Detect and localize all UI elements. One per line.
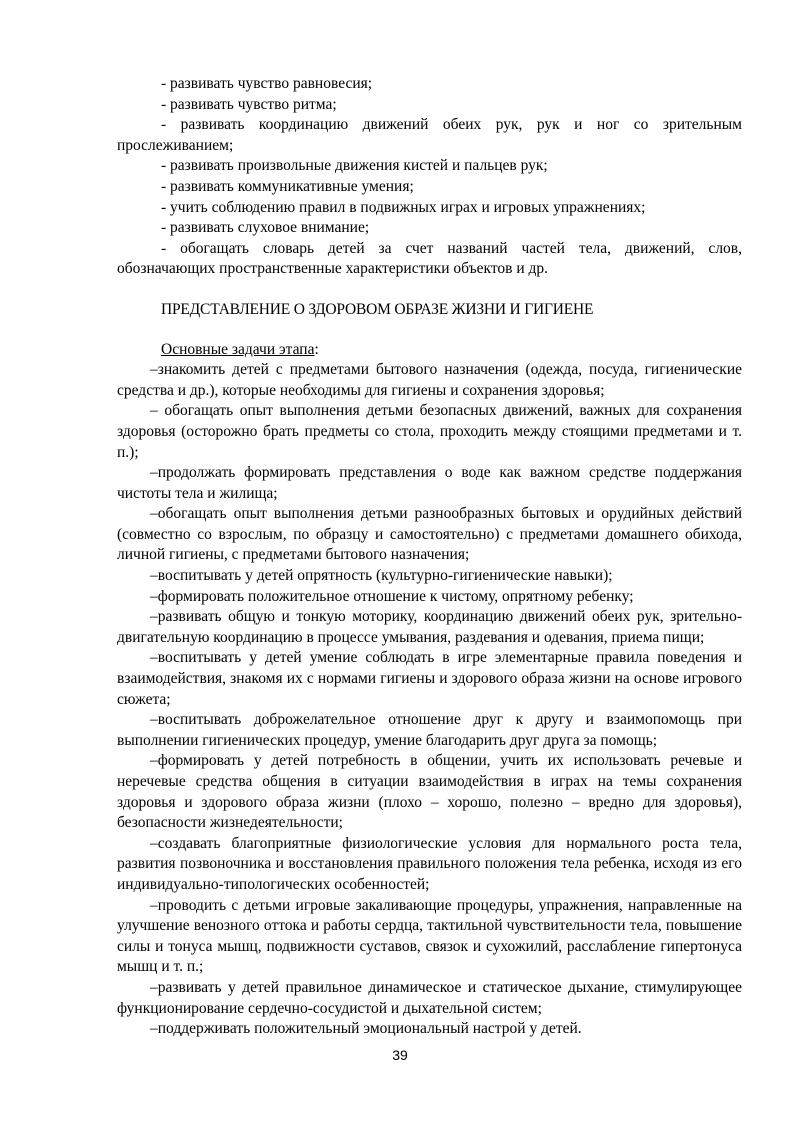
list-item: –проводить с детьми игровые закаливающие процедуры, упражнения, направленные на улучшение венозного оттока и работы сердца, тактильной чувствительности тела, повышение силы и тонуса мышц, подвижности суставов, связок и сухожилий, расслабление гипертонуса мышц и т. п.; [117, 896, 742, 976]
tasks-list [117, 360, 742, 1040]
list-item: - развивать произвольные движения кистей и пальцев рук; [161, 157, 548, 175]
list-item: - учить соблюдению правил в подвижных играх и игровых упражнениях; [161, 198, 646, 216]
list-item: –знакомить детей с предметами бытового назначения (одежда, посуда, гигиенические средства и др.), которые необходимы для гигиены и сохранения здоровья; [117, 361, 742, 399]
list-item: –развивать общую и тонкую моторику, координацию движений обеих рук, зрительно-двигательную координацию в процессе умывания, раздевания и одевания, приема пищи; [117, 608, 742, 646]
list-item: –создавать благоприятные физиологические условия для нормального роста тела, развития позвоночника и восстановления правильного положения тела ребенка, исходя из его индивидуально-типологических особенностей; [117, 834, 742, 893]
subtitle-text: Основные задачи этапа [161, 340, 315, 358]
list-item: - обогащать словарь детей за счет названий частей тела, движений, слов, обозначающих пространственные характеристики объектов и др. [117, 239, 742, 278]
list-item: - развивать чувство равновесия; [161, 75, 373, 92]
list-item: –воспитывать у детей умение соблюдать в игре элементарные правила поведения и взаимодействия, знакомя их с нормами гигиены и здорового образа жизни на основе игрового сюжета; [117, 649, 742, 708]
skills-list [117, 74, 742, 280]
list-item: – обогащать опыт выполнения детьми безопасных движений, важных для сохранения здоровья (осторожно брать предметы со стола, проходить между стоящими предметами и т. п.); [117, 402, 742, 461]
list-item: –продолжать формировать представления о воде как важном средстве поддержания чистоты тела и жилища; [117, 464, 742, 502]
list-item: –формировать положительное отношение к чистому, опрятному ребенку; [150, 587, 634, 605]
list-item: –обогащать опыт выполнения детьми разнообразных бытовых и орудийных действий (совместно со взрослым, по образцу и самостоятельно) с предметами домашнего обихода, личной гигиены, с предметами бытового назначения; [117, 505, 742, 564]
section-heading: ПРЕДСТАВЛЕНИЕ О ЗДОРОВОМ ОБРАЗЕ ЖИЗНИ И ГИГИЕНЕ [161, 300, 594, 318]
list-item: –воспитывать доброжелательное отношение друг к другу и взаимопомощь при выполнении гигиенических процедур, умение благодарить друг друга за помощь; [117, 711, 742, 749]
list-item: - развивать чувство ритма; [161, 95, 337, 113]
list-item: –формировать у детей потребность в общении, учить их использовать речевые и неречевые средства общения в ситуации взаимодействия в играх на темы сохранения здоровья и здорового образа жизни (плохо – хорошо, полезно – вредно для здоровья), безопасности жизнедеятельности; [117, 752, 742, 832]
page-content [117, 74, 742, 1040]
list-item: –развивать у детей правильное динамическое и статическое дыхание, стимулирующее функционирование сердечно-сосудистой и дыхательной систем; [117, 978, 742, 1017]
list-item: - развивать слуховое внимание; [161, 219, 370, 237]
list-item: - развивать координацию движений обеих рук, рук и ног со зрительным прослеживанием; [117, 116, 742, 154]
list-item: - развивать коммуникативные умения; [161, 177, 414, 195]
section-subtitle [117, 340, 742, 361]
page-number: 39 [392, 1047, 408, 1063]
subtitle-colon: : [314, 340, 319, 358]
list-item: –воспитывать у детей опрятность (культурно-гигиенические навыки); [150, 567, 613, 585]
list-item: –поддерживать положительный эмоциональный настрой у детей. [150, 1020, 582, 1038]
